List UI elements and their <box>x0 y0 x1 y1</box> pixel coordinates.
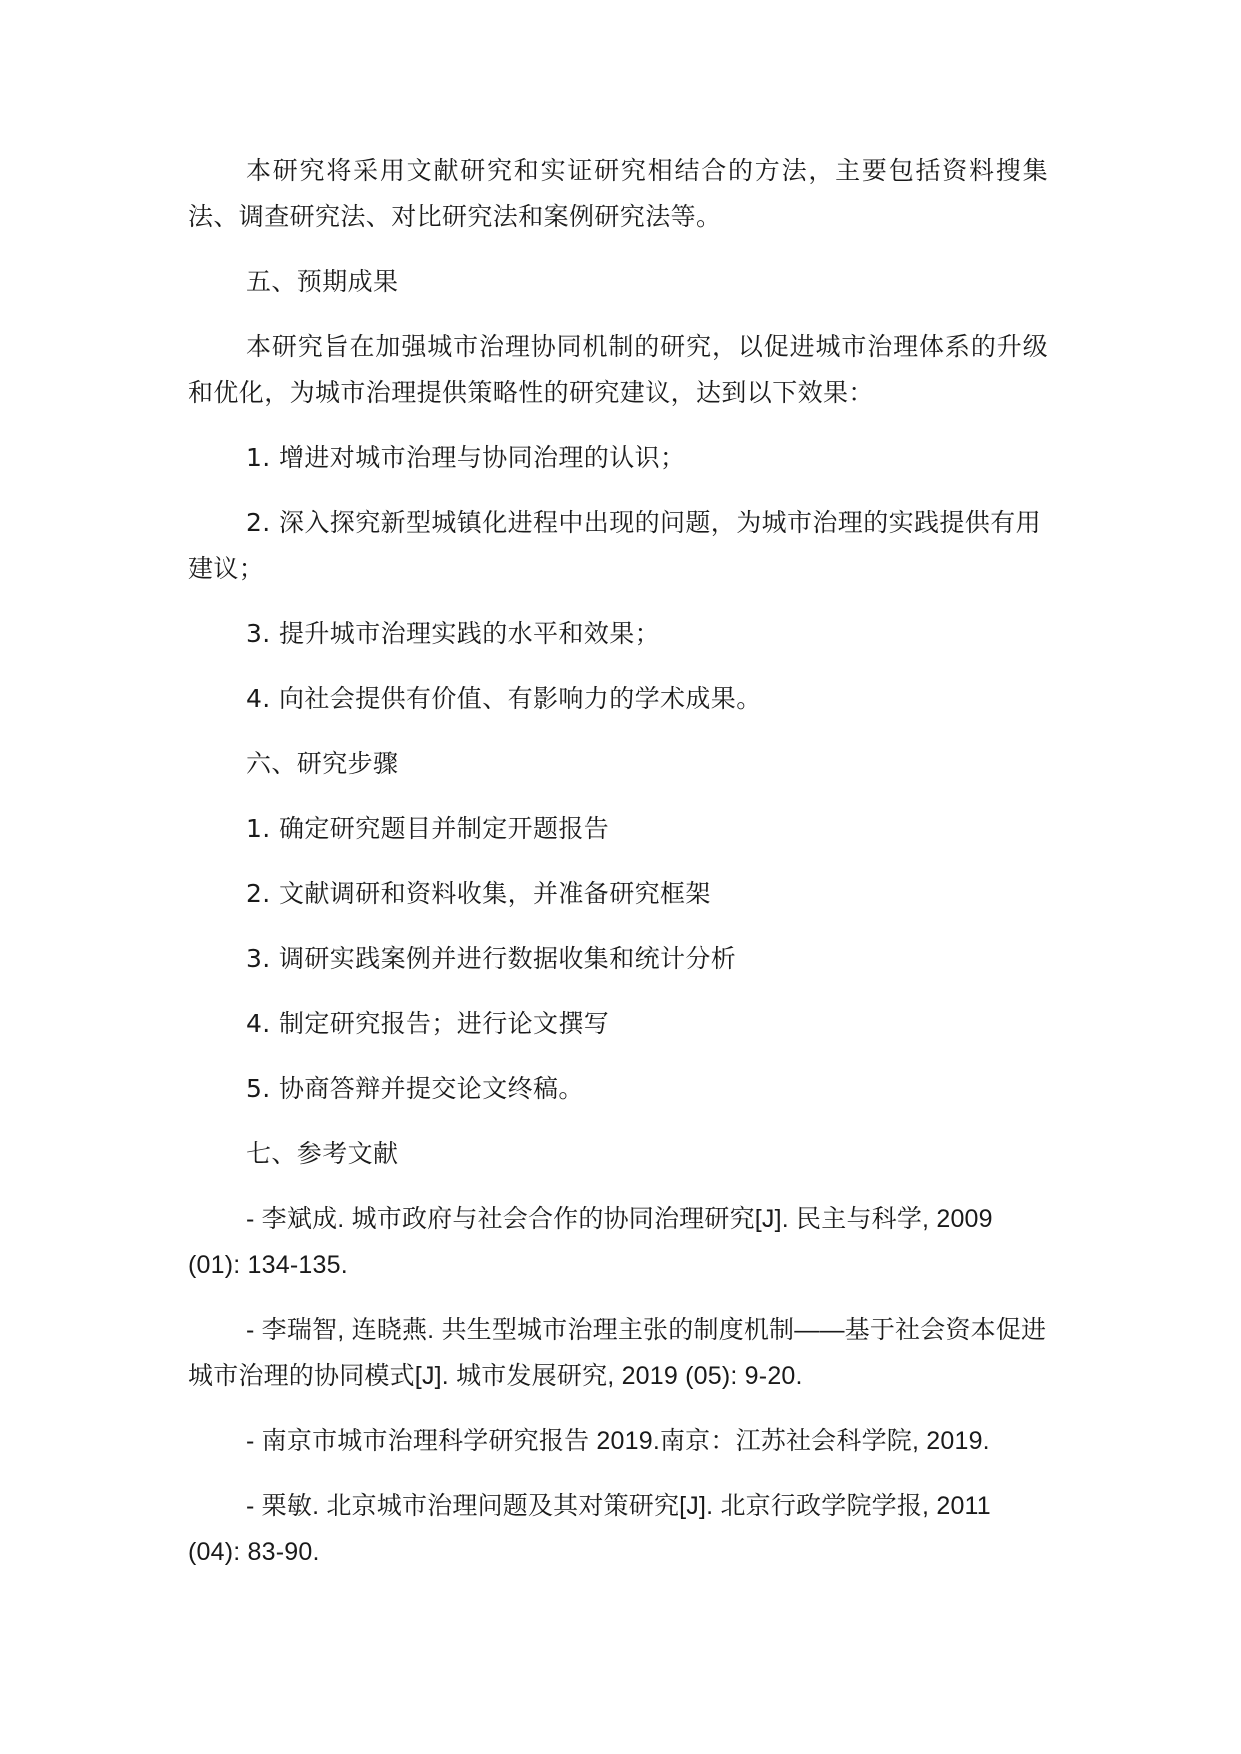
expected-result-item: 4. 向社会提供有价值、有影响力的学术成果。 <box>246 684 762 713</box>
expected-result-item: 1. 增进对城市治理与协同治理的认识； <box>246 443 686 472</box>
section-heading-research-steps: 六、研究步骤 <box>246 749 399 778</box>
research-step-item: 4. 制定研究报告；进行论文撰写 <box>246 1009 610 1038</box>
section-heading-expected-results: 五、预期成果 <box>246 267 399 296</box>
reference-item: - 栗敏. 北京城市治理问题及其对策研究[J]. 北京行政学院学报, 2011 (04): 83-90. <box>188 1492 991 1566</box>
expected-result-item: 2. 深入探究新型城镇化进程中出现的问题，为城市治理的实践提供有用建议； <box>188 508 1042 583</box>
reference-item: - 李斌成. 城市政府与社会合作的协同治理研究[J]. 民主与科学, 2009 (01): 134-135. <box>188 1205 993 1279</box>
reference-item: - 李瑞智, 连晓燕. 共生型城市治理主张的制度机制——基于社会资本促进城市治理的协同模式[J]. 城市发展研究, 2019 (05): 9-20. <box>188 1316 1047 1390</box>
research-step-item: 3. 调研实践案例并进行数据收集和统计分析 <box>246 944 737 973</box>
method-paragraph: 本研究将采用文献研究和实证研究相结合的方法，主要包括资料搜集法、调查研究法、对比研究法和案例研究法等。 <box>188 156 1048 231</box>
document-body <box>188 148 1048 1594</box>
expected-result-item: 3. 提升城市治理实践的水平和效果； <box>246 619 661 648</box>
reference-item: - 南京市城市治理科学研究报告 2019.南京：江苏社会科学院, 2019. <box>246 1427 990 1455</box>
section-heading-references: 七、参考文献 <box>246 1139 399 1168</box>
expected-results-intro: 本研究旨在加强城市治理协同机制的研究，以促进城市治理体系的升级和优化，为城市治理提供策略性的研究建议，达到以下效果： <box>188 332 1048 407</box>
research-step-item: 1. 确定研究题目并制定开题报告 <box>246 814 610 843</box>
research-step-item: 2. 文献调研和资料收集，并准备研究框架 <box>246 879 711 908</box>
research-step-item: 5. 协商答辩并提交论文终稿。 <box>246 1074 584 1103</box>
